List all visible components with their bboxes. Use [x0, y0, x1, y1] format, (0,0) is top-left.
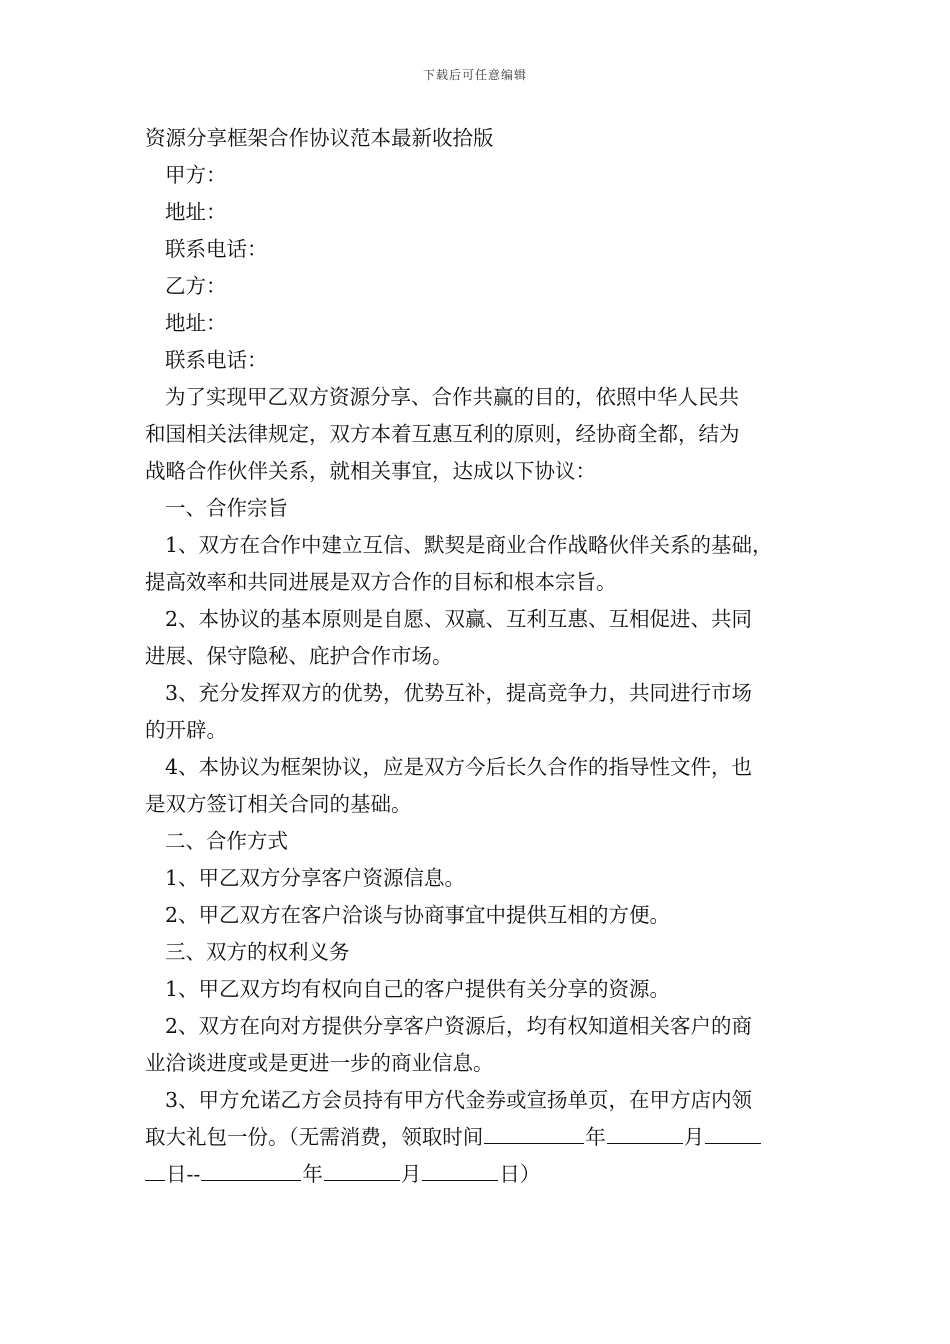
clause-line: 进展、保守隐秘、庇护合作市场。 — [145, 644, 453, 668]
clause-line: 的开辟。 — [145, 718, 227, 742]
blank-start-day[interactable] — [705, 1142, 761, 1144]
intro-line: 战略合作伙伴关系，就相关事宜，达成以下协议： — [145, 459, 596, 483]
close-paren: ） — [519, 1162, 541, 1186]
party-a-label: 甲方： — [165, 163, 227, 187]
party-b-label: 乙方： — [165, 274, 227, 298]
clause-line: 4、本协议为框架协议，应是双方今后长久合作的指导性文件，也 — [165, 755, 753, 779]
clause-line: 业洽谈进度或是更进一步的商业信息。 — [145, 1051, 494, 1075]
clause-line: 2、本协议的基本原则是自愿、双赢、互利互惠、互相促进、共同 — [165, 607, 753, 631]
date-fill-line — [145, 1156, 810, 1193]
date-dash: -- — [186, 1162, 201, 1186]
clause-line: 是双方签订相关合同的基础。 — [145, 792, 412, 816]
blank-end-year[interactable] — [201, 1179, 301, 1181]
blank-start-month[interactable] — [607, 1142, 683, 1144]
blank-start-year[interactable] — [484, 1142, 584, 1144]
year-label: 年 — [585, 1125, 606, 1149]
blank-start-day-cont[interactable] — [145, 1179, 165, 1181]
header-note: 下载后可任意编辑 — [422, 68, 527, 82]
clause-line: 1、甲乙双方分享客户资源信息。 — [165, 866, 466, 890]
document-title: 资源分享框架合作协议范本最新收拾版 — [145, 126, 494, 150]
section-heading-method: 二、合作方式 — [165, 829, 288, 853]
intro-line: 为了实现甲乙双方资源分享、合作共赢的目的，依照中华人民共 — [165, 385, 739, 409]
party-a-phone: 联系电话： — [165, 237, 268, 261]
party-a-address: 地址： — [165, 200, 227, 224]
blank-end-day[interactable] — [422, 1179, 498, 1181]
day-label: 日 — [166, 1162, 187, 1186]
section-heading-rights: 三、双方的权利义务 — [165, 940, 350, 964]
party-b-address: 地址： — [165, 311, 227, 335]
document-body — [145, 120, 810, 1193]
clause-text: 取大礼包一份。（无需消费，领取时间 — [145, 1125, 484, 1149]
clause-line: 3、充分发挥双方的优势，优势互补，提高竞争力，共同进行市场 — [165, 681, 753, 705]
date-fill-line — [145, 1119, 810, 1156]
party-b-phone: 联系电话： — [165, 348, 268, 372]
clause-line: 2、双方在向对方提供分享客户资源后，均有权知道相关客户的商 — [165, 1014, 753, 1038]
month-label: 月 — [400, 1162, 422, 1186]
intro-line: 和国相关法律规定，双方本着互惠互利的原则，经协商全都，结为 — [145, 422, 740, 446]
clause-line: 提高效率和共同进展是双方合作的目标和根本宗旨。 — [145, 570, 617, 594]
clause-line: 3、甲方允诺乙方会员持有甲方代金券或宣扬单页，在甲方店内领 — [165, 1088, 753, 1112]
section-heading-purpose: 一、合作宗旨 — [165, 496, 288, 520]
month-label: 月 — [683, 1125, 705, 1149]
clause-line: 1、双方在合作中建立互信、默契是商业合作战略伙伴关系的基础， — [165, 533, 773, 557]
clause-line: 1、甲乙双方均有权向自己的客户提供有关分享的资源。 — [165, 977, 671, 1001]
day-label: 日 — [499, 1162, 520, 1186]
clause-line: 2、甲乙双方在客户洽谈与协商事宜中提供互相的方便。 — [165, 903, 671, 927]
year-label: 年 — [302, 1162, 323, 1186]
blank-end-month[interactable] — [324, 1179, 400, 1181]
